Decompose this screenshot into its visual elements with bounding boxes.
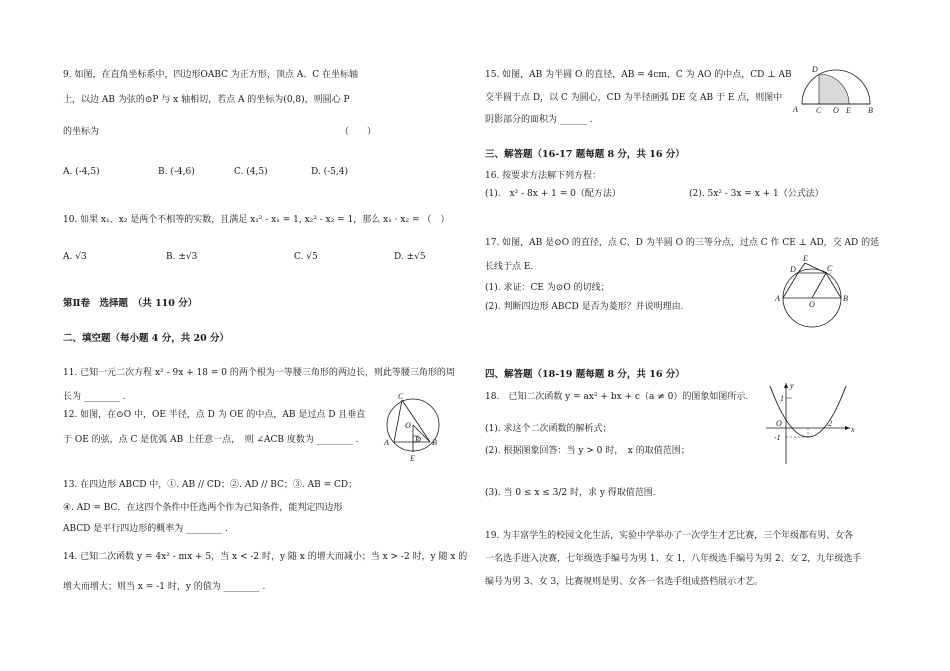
q17-part1: (1). 求证：CE 为⊙O 的切线；	[485, 283, 610, 293]
q13-line1: 13. 在四边形 ABCD 中，①. AB // CD；②. AD // BC；③. AB = CD；	[63, 480, 358, 490]
q15-label-o: O	[833, 106, 839, 115]
q18-label-o: O	[776, 419, 782, 428]
q15-semicircle-figure	[790, 62, 880, 118]
q18-parabola-figure	[762, 380, 858, 466]
q18-label-2: 2	[828, 419, 832, 428]
q16-part2: (2). 5x² - 3x = x + 1（公式法）	[689, 189, 824, 199]
q18-label-y: y	[790, 381, 794, 390]
q17-label-d: D	[790, 265, 796, 274]
q10-option-b: B. ±√3	[166, 252, 198, 262]
q16-line1: 16. 按要求方法解下列方程：	[485, 171, 602, 181]
q15-label-a: A	[793, 105, 798, 114]
q11-line1: 11. 已知一元二次方程 x² - 9x + 18 = 0 的两个根为一等腰三角形的两边长，则此等腰三角形的周	[63, 368, 455, 378]
part2-heading: 第Ⅱ卷 选择题 （共 110 分）	[63, 298, 198, 309]
q15-label-b: B	[868, 106, 873, 115]
q9-line3: 的坐标为	[63, 127, 100, 137]
q18-line1: 18. 已知二次函数 y = ax² + bx + c（a ≠ 0）的图象如图所示.	[485, 392, 749, 402]
q18-part1: (1). 求这个二次函数的解析式；	[485, 424, 612, 434]
section4-heading: 四、解答题（18-19 题每题 8 分，共 16 分）	[485, 369, 685, 380]
q18-label-neg1: -1	[774, 433, 781, 442]
section3-heading: 三、解答题（16-17 题每题 8 分，共 16 分）	[485, 149, 685, 160]
q15-line1: 15. 如图，AB 为半圆 O 的直径，AB = 4cm，C 为 AO 的中点，CD ⊥ AB	[485, 70, 792, 80]
q10-line1: 10. 如果 x₁、x₂ 是两个不相等的实数，且满足 x₁² - x₁ = 1, x₂² - x₂ = 1，那么 x₁ · x₂ = （ ）	[63, 215, 450, 225]
q10-option-d: D. ±√5	[394, 252, 426, 262]
q9-option-c: C. (4,5)	[234, 167, 268, 177]
q17-label-b: B	[843, 294, 848, 303]
q15-label-d: D	[812, 65, 818, 74]
q12-label-e: E	[410, 454, 415, 462]
q18-label-1: 1	[780, 394, 784, 403]
q17-circle-figure	[774, 254, 864, 344]
q17-part2: (2). 判断四边形 ABCD 是否为菱形？并说明理由.	[485, 302, 684, 312]
q13-line3: ABCD 是平行四边形的概率为 ________ .	[63, 524, 228, 534]
q17-label-c: C	[827, 264, 833, 273]
q15-line3: 阴影部分的面积为 ______ .	[485, 115, 593, 125]
q10-option-a: A. √3	[63, 252, 87, 262]
q15-line2: 交半圆于点 D，以 C 为圆心，CD 为半径画弧 DE 交 AB 于 E 点，则图中	[485, 93, 783, 103]
q17-label-o: O	[809, 300, 815, 309]
q19-line1: 19. 为丰富学生的校园文化生活，实验中学举办了一次学生才艺比赛，三个年级都有男、女各	[485, 531, 854, 541]
q12-line2: 于 OE 的弦，点 C 是优弧 AB 上任意一点， 则 ∠ACB 度数为 ________ .	[63, 435, 359, 445]
q15-label-c: C	[816, 106, 822, 115]
q9-option-a: A. (-4,5)	[63, 167, 100, 177]
q18-part2: (2). 根据图象回答：当 y > 0 时， x 的取值范围；	[485, 446, 690, 456]
q19-line2: 一名选手进入决赛，七年级选手编号为男 1、女 1，八年级选手编号为男 2、女 2，九年级选手	[485, 554, 862, 564]
q9-line1: 9. 如图，在直角坐标系中，四边形OABC 为正方形，顶点 A、C 在坐标轴	[63, 70, 358, 80]
q17-line2: 长线于点 E．	[485, 262, 540, 272]
q12-label-a: A	[384, 438, 389, 447]
q9-line2: 上，以边 AB 为弦的⊙P 与 x 轴相切，若点 A 的坐标为(0,8)，则圆心 P	[63, 95, 350, 105]
q19-line3: 编号为男 3、女 3，比赛规则是男、女各一名选手组成搭档展示才艺。	[485, 577, 764, 587]
q17-line1: 17. 如图，AB 是⊙O 的直径，点 C、D 为半圆 O 的三等分点，过点 C 作 CE ⊥ AD，交 AD 的延	[485, 238, 880, 248]
q9-option-b: B. (-4,6)	[158, 167, 195, 177]
q15-label-e: E	[846, 106, 851, 115]
q18-label-x: x	[851, 425, 855, 434]
section2-heading: 二、填空题（每小题 4 分，共 20 分）	[63, 333, 230, 344]
q14-line1: 14. 已知二次函数 y = 4x² - mx + 5，当 x < -2 时，y 随 x 的增大而减小；当 x > -2 时，y 随 x 的	[63, 552, 468, 562]
q12-label-c: C	[398, 392, 404, 401]
q16-part1: (1). x² - 8x + 1 = 0（配方法）	[485, 189, 621, 199]
q12-label-b: B	[432, 438, 437, 447]
q12-label-d: D	[415, 435, 421, 444]
q9-answer-paren: （ ）	[340, 127, 377, 137]
q13-line2: ④. AD = BC．在这四个条件中任选两个作为已知条件，能判定四边形	[63, 503, 343, 513]
q17-label-a: A	[775, 294, 780, 303]
q11-line2: 长为 ________ .	[63, 392, 126, 402]
q17-label-e: E	[803, 254, 808, 263]
q18-part3: (3). 当 0 ≤ x ≤ 3/2 时，求 y 得取值范围.	[485, 488, 656, 498]
q14-line2: 增大而增大；则当 x = -1 时，y 的值为 ________ .	[63, 582, 266, 592]
q9-option-d: D. (-5,4)	[311, 167, 348, 177]
q12-label-o: O	[405, 421, 411, 430]
q12-line1: 12. 如图，在⊙O 中，OE 半径，点 D 为 OE 的中点，AB 是过点 D 且垂直	[63, 410, 366, 420]
q10-option-c: C. √5	[294, 252, 318, 262]
q12-circle-figure	[372, 392, 452, 462]
